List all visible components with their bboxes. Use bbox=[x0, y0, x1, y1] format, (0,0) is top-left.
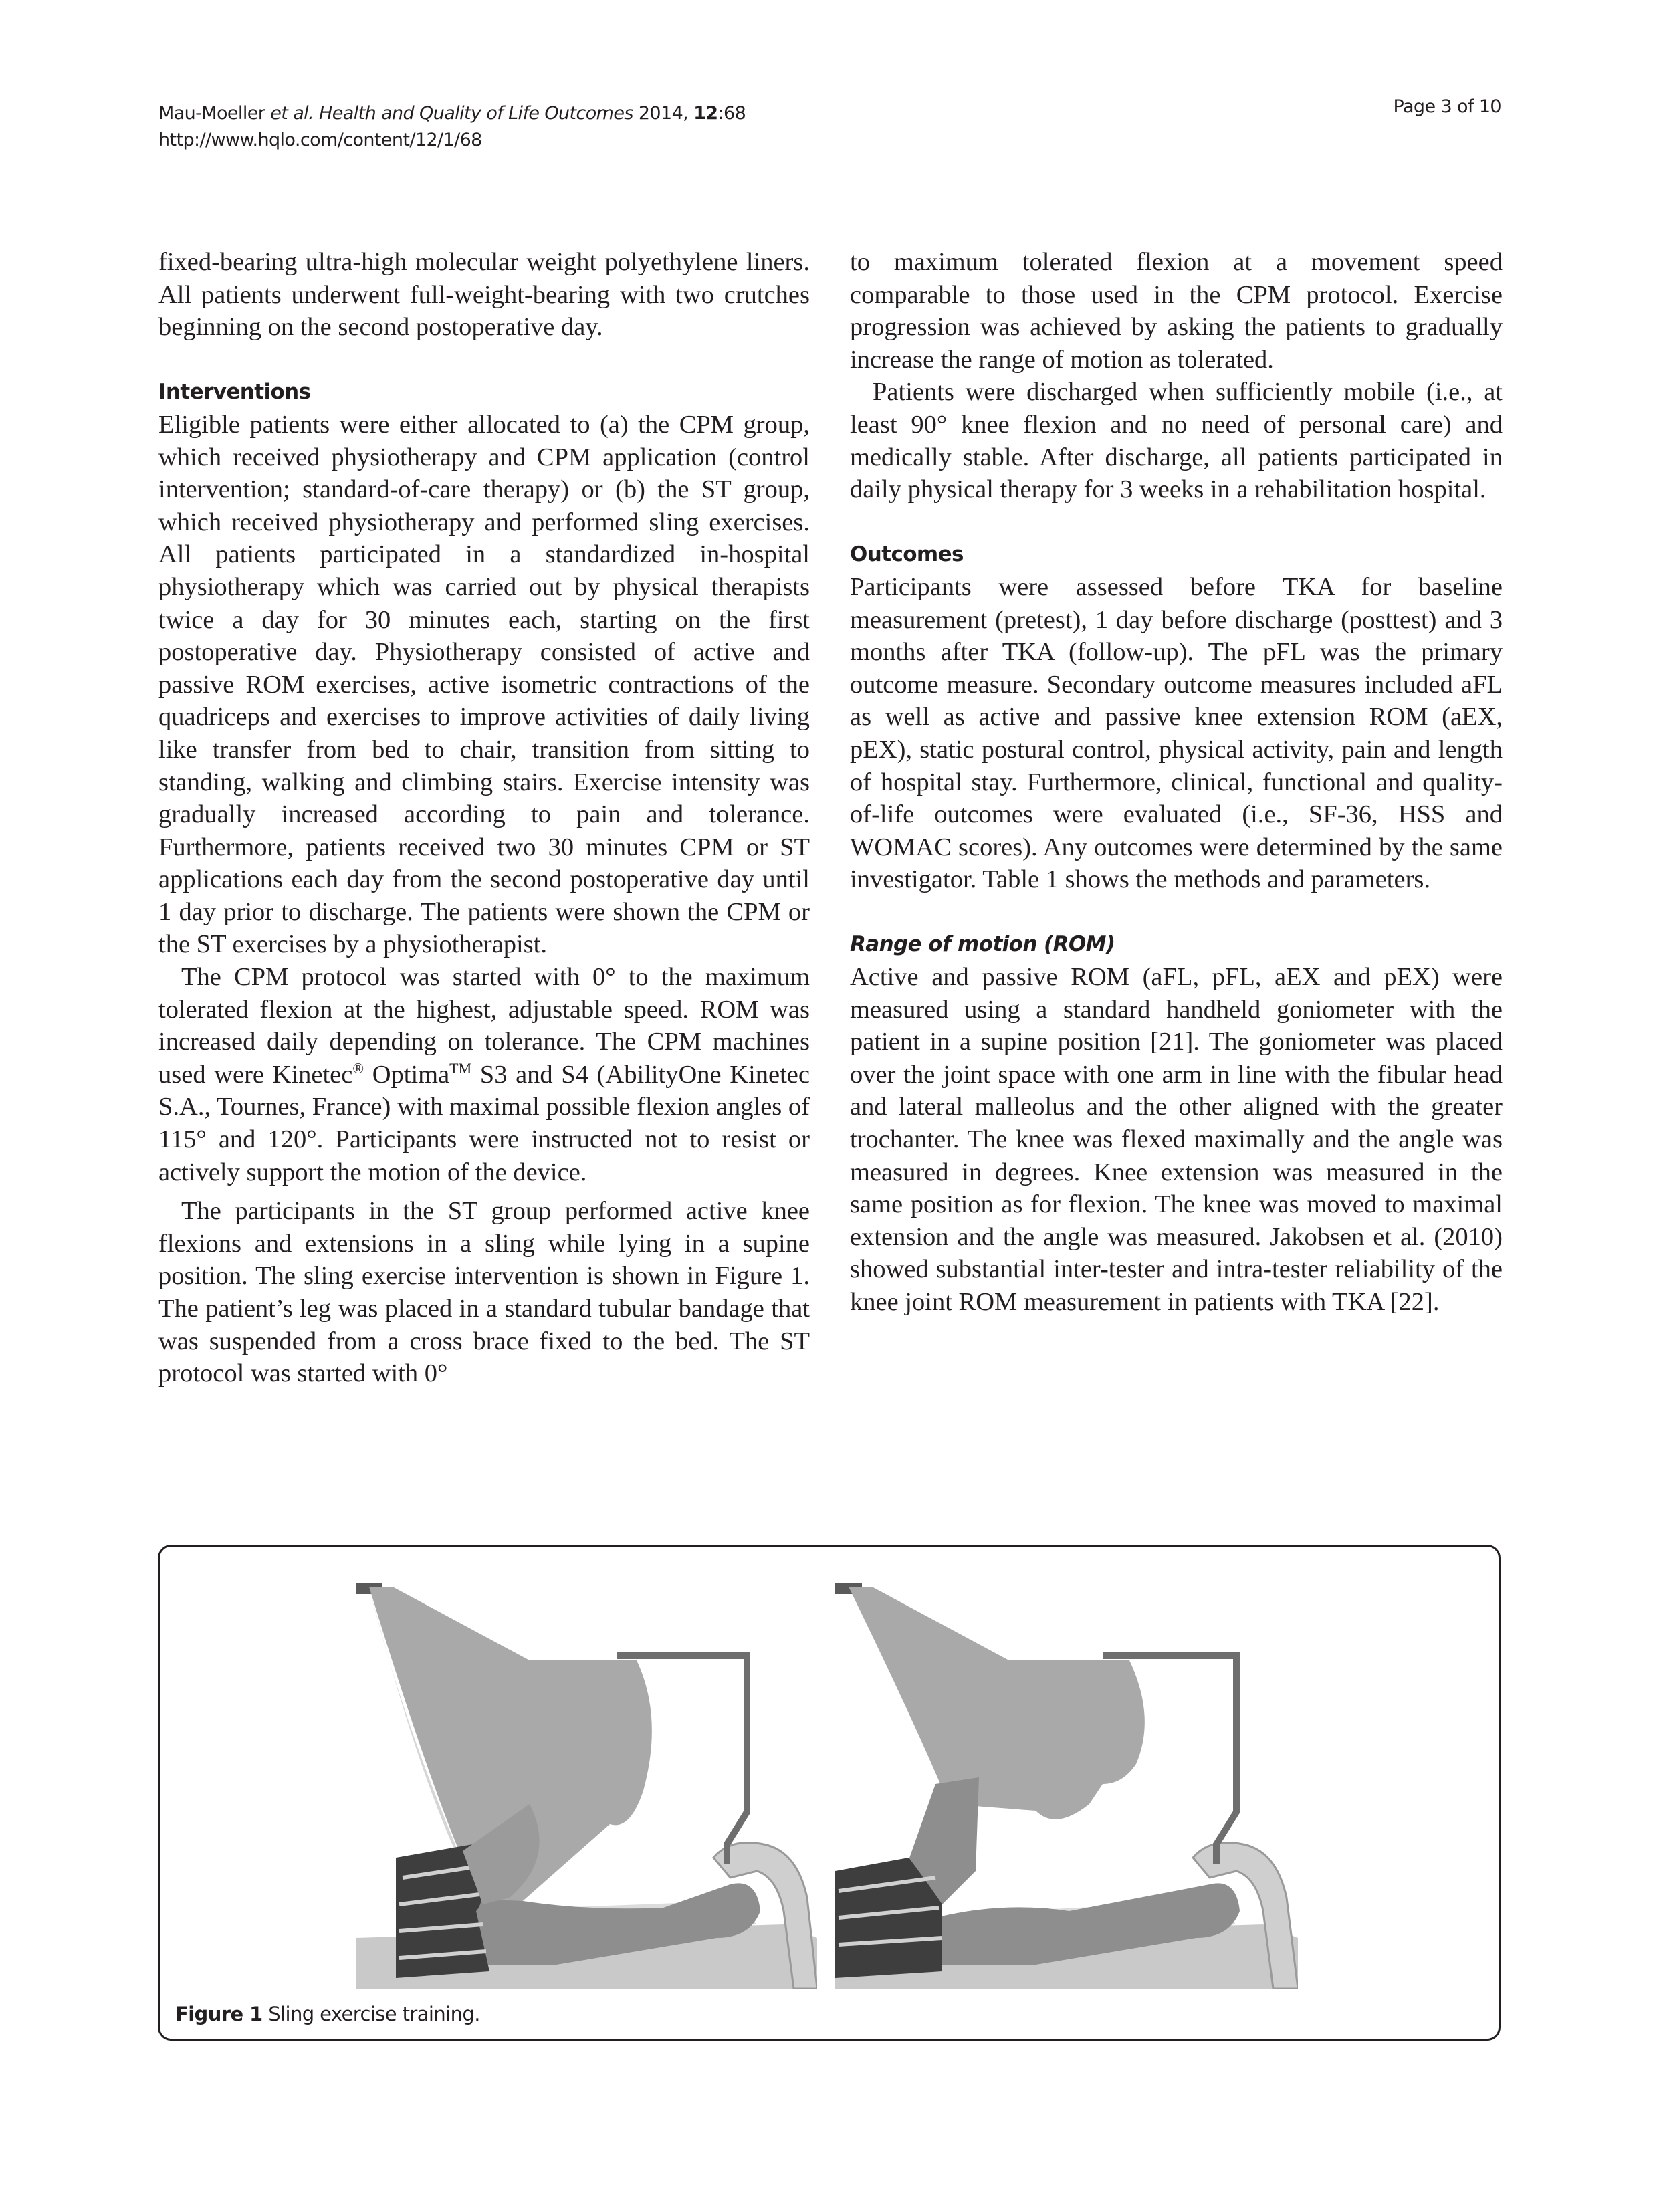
paragraph: The participants in the ST group performed active knee flexions and extensions in a sling while lying in a supine position. The sling exercise intervention is shown in Figure 1. The patient’s leg was placed in a standard tubular bandage that was suspended from a cross brace fixed to the bed. The ST protocol was started with 0° bbox=[158, 1197, 810, 1388]
volume: 12 bbox=[693, 103, 718, 124]
et-al: et al. bbox=[270, 103, 314, 124]
text: S3 and S4 (AbilityOne Kinetec S.A., Tournes, France) with maximal possible flexion angles of 115° and 120°. Participants were instructed not to resist or actively support the motion of the device. bbox=[158, 1060, 810, 1186]
paragraph: Active and passive ROM (aFL, pFL, aEX and pEX) were measured using a standard handheld goniometer with the patient in a supine position [21]. The goniometer was placed over the joint space with one arm in line with the fibular head and lateral malleolus and the other aligned with the greater trochanter. The knee was flexed maximally and the angle was measured in degrees. Knee extension was measured in the same position as for flexion. The knee was moved to maximal extension and the angle was measured. Jakobsen et al. (2010) showed substantial inter-tester and intra-tester reliability of the knee joint ROM measurement in patients with TKA [22]. bbox=[850, 963, 1503, 1316]
figure-photo-knee-extended bbox=[356, 1563, 817, 1989]
section-heading-interventions: Interventions bbox=[158, 380, 311, 405]
figure-caption bbox=[175, 2003, 480, 2025]
trademark: TM bbox=[449, 1059, 472, 1077]
article-url[interactable]: http://www.hqlo.com/content/12/1/68 bbox=[158, 130, 482, 150]
figure-label: Figure 1 bbox=[175, 2003, 263, 2025]
figure-caption-text: Sling exercise training. bbox=[262, 2003, 480, 2025]
left-column bbox=[158, 246, 810, 1390]
subsection-heading-rom: Range of motion (ROM) bbox=[850, 932, 1115, 957]
text: Optima bbox=[364, 1060, 450, 1089]
paragraph: Patients were discharged when sufficiently mobile (i.e., at least 90° knee flexion and no need of personal care) and medically stable. After discharge, all patients participated in daily physical therapy for 3 weeks in a rehabilitation hospital. bbox=[850, 378, 1503, 504]
year: 2014, bbox=[638, 103, 689, 124]
running-header bbox=[158, 100, 746, 154]
paragraph: to maximum tolerated flexion at a movement speed comparable to those used in the CPM protocol. Exercise progression was achieved by asking the patients to gradually increase the range of motion as tolerated. bbox=[850, 248, 1503, 374]
paragraph: Eligible patients were either allocated to (a) the CPM group, which received physiotherapy and CPM application (control intervention; standard-of-care therapy) or (b) the ST group, which received physiotherapy and performed sling exercises. All patients participated in a standardized in-hospital physiotherapy which was carried out by physical therapists twice a day for 30 minutes each, starting on the first postoperative day. Physiotherapy consisted of active and passive ROM exercises, active isometric contractions of the quadriceps and exercises to improve activities of daily living like transfer from bed to chair, transition from sitting to standing, walking and climbing stairs. Exercise intensity was gradually increased according to pain and tolerance. Furthermore, patients received two 30 minutes CPM or ST applications each day from the second postoperative day until 1 day prior to discharge. The patients were shown the CPM or the ST exercises by a physiotherapist. bbox=[158, 410, 810, 959]
article-number: :68 bbox=[717, 103, 746, 124]
paragraph: Participants were assessed before TKA for baseline measurement (pretest), 1 day before discharge (posttest) and 3 months after TKA (follow-up). The pFL was the primary outcome measure. Secondary outcome measures included aFL as well as active and passive knee extension ROM (aEX, pEX), static postural control, physical activity, pain and length of hospital stay. Furthermore, clinical, functional and quality-of-life outcomes were evaluated (i.e., SF-36, HSS and WOMAC scores). Any outcomes were determined by the same investigator. Table 1 shows the methods and parameters. bbox=[850, 572, 1503, 894]
text: The CPM protocol was started with 0° to the maximum tolerated flexion at the highest, adjustable speed. ROM was increased daily depending on tolerance. The CPM machines used were Kinetec bbox=[158, 963, 810, 1089]
authors: Mau-Moeller bbox=[158, 103, 265, 124]
section-heading-outcomes: Outcomes bbox=[850, 542, 964, 567]
photo-illustration-icon bbox=[356, 1563, 817, 1989]
figure-photo-knee-flexed bbox=[835, 1563, 1298, 1989]
paragraph: fixed-bearing ultra-high molecular weight polyethylene liners. All patients underwent full-weight-bearing with two crutches beginning on the second postoperative day. bbox=[158, 248, 810, 342]
right-column bbox=[850, 246, 1503, 1319]
page-number: Page 3 of 10 bbox=[1393, 96, 1501, 117]
registered-mark: ® bbox=[352, 1059, 364, 1077]
paragraph bbox=[158, 961, 810, 1188]
journal-name: Health and Quality of Life Outcomes bbox=[319, 103, 633, 124]
citation-line bbox=[158, 100, 746, 127]
photo-illustration-icon bbox=[835, 1563, 1298, 1989]
